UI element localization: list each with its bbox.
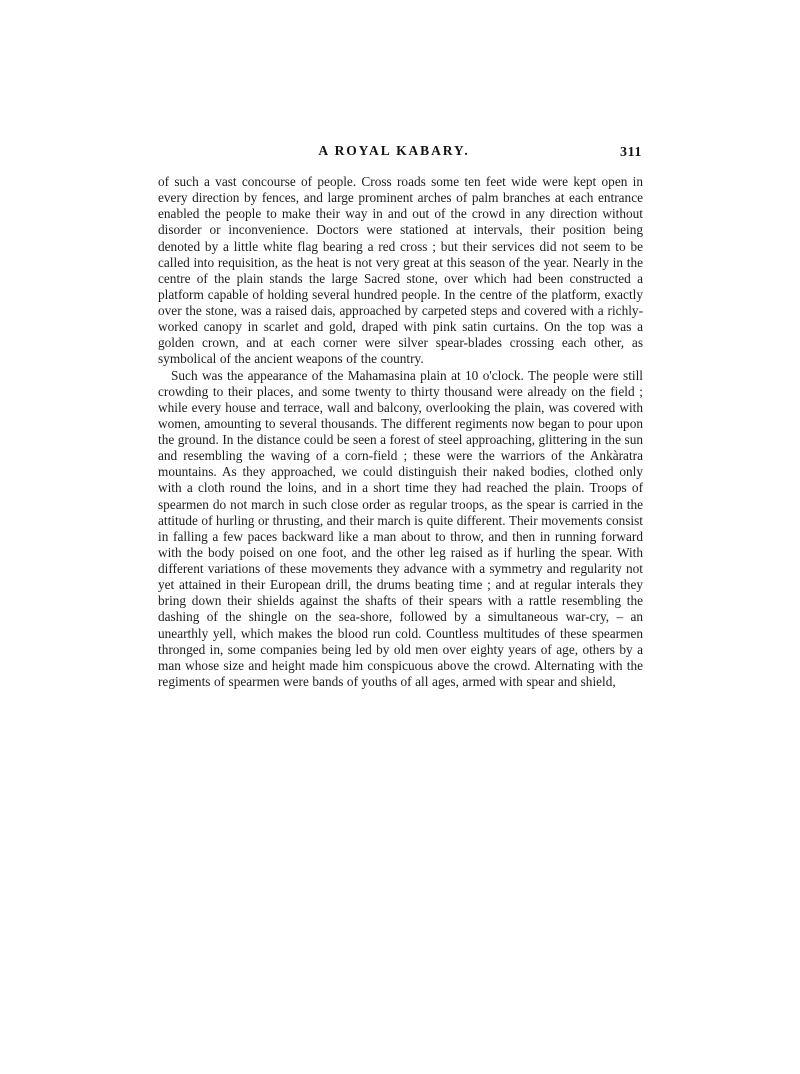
running-head [158, 143, 642, 163]
paragraph-continued: of such a vast concourse of people. Cross roads some ten feet wide were kept open in every direction by fences, and large prominent arches of palm branches at each entrance enabled the people to make their way in and out of the crowd in any direction without disorder or inconvenience. Doctors were stationed at intervals, their position being denoted by a little white flag bearing a red cross ; but their services did not seem to be called into requisition, as the heat is not very great at this season of the year. Nearly in the centre of the plain stands the large Sacred stone, over which had been constructed a platform capable of holding several hundred people. In the centre of the platform, exactly over the stone, was a raised dais, approached by carpeted steps and covered with a richly-worked canopy in scarlet and gold, draped with pink satin curtains. On the top was a golden crown, and at each corner were silver spear-blades crossing each other, as symbolical of the ancient weapons of the country. [158, 174, 643, 367]
paragraph-mahamasina: Such was the appearance of the Mahamasina plain at 10 o'clock. The people were still crowding to their places, and some twenty to thirty thousand were already on the field ; while every house and terrace, wall and balcony, overlooking the plain, was covered with women, amounting to several thousands. The different regiments now began to pour upon the ground. In the distance could be seen a forest of steel approaching, glittering in the sun and resembling the waving of a corn-field ; these were the warriors of the Ankàratra mountains. As they approached, we could distinguish their naked bodies, clothed only with a cloth round the loins, and in a short time they had reached the plain. Troops of spearmen do not march in such close order as regular troops, as the spear is carried in the attitude of hurling or thrusting, and their march is quite different. Their movements consist in falling a few paces backward like a man about to throw, and then in running forward with the body poised on one foot, and the other leg raised as if hurling the spear. With different variations of these movements they advance with a symmetry and regularity not yet attained in their European drill, the drums beating time ; and at regular interals they bring down their shields against the shafts of their spears with a rattle resembling the dashing of the shingle on the sea-shore, followed by a simultaneous war-cry, – an unearthly yell, which makes the blood run cold. Countless multitudes of these spearmen thronged in, some companies being led by old men over eighty years of age, others by a man whose size and height made him conspicuous above the crowd. Alternating with the regiments of spearmen were bands of youths of all ages, armed with spear and shield, [158, 367, 643, 689]
page-number: 311 [619, 145, 642, 160]
body-text-block [158, 174, 643, 690]
running-head-title: A ROYAL KABARY. [318, 143, 470, 158]
